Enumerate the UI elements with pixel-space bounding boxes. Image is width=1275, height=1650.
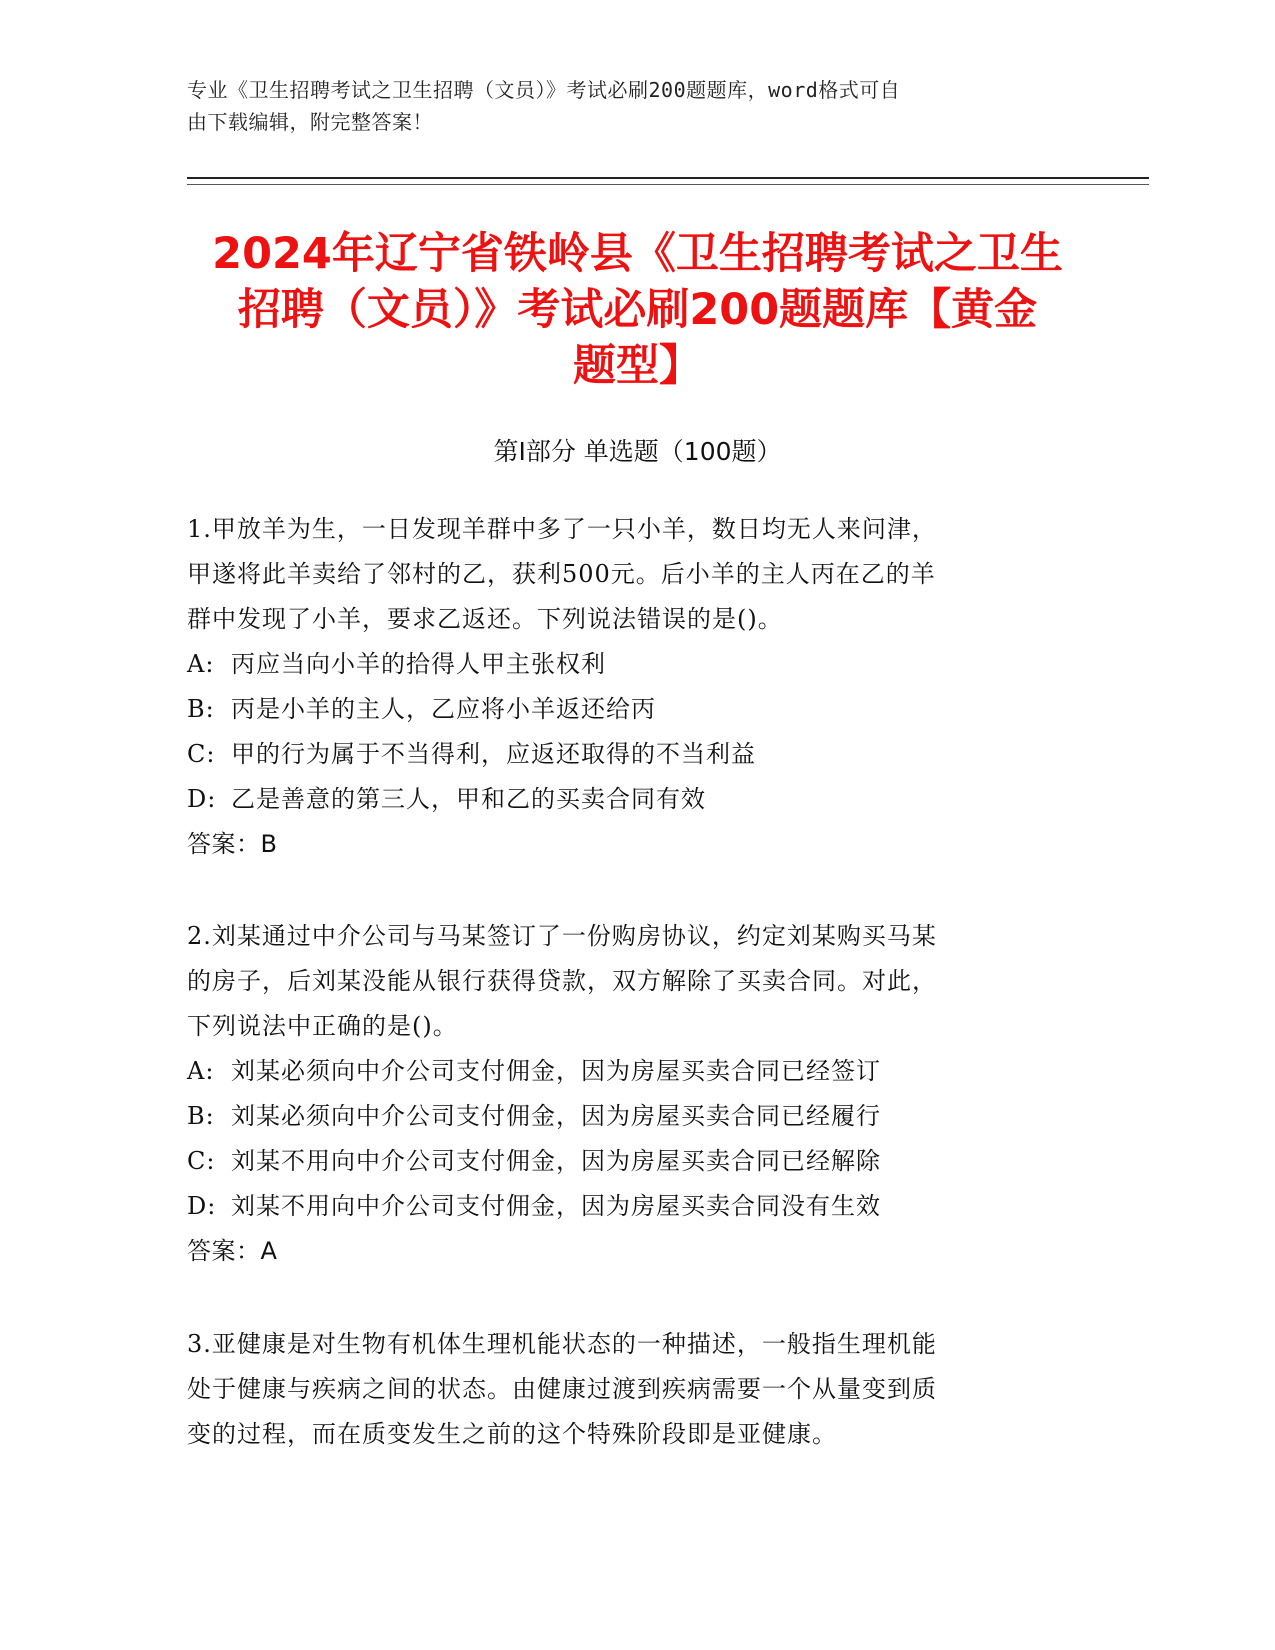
- header-note: [187, 74, 1067, 138]
- option-letter: D:: [187, 785, 217, 813]
- header-note-line: 专业《卫生招聘考试之卫生招聘（文员）》考试必刷200题题库，word格式可自: [187, 78, 901, 102]
- option-letter: C:: [187, 1147, 216, 1175]
- question-stem-line: 2.刘某通过中介公司与马某签订了一份购房协议，约定刘某购买马某: [187, 922, 937, 950]
- question-option: [187, 687, 1067, 732]
- question-option: [187, 1094, 1067, 1139]
- section-heading: 第Ⅰ部分 单选题（100题）: [493, 437, 782, 466]
- option-text: 乙是善意的第三人，甲和乙的买卖合同有效: [231, 785, 706, 813]
- document-title-line: 2024年辽宁省铁岭县《卫生招聘考试之卫生: [212, 229, 1063, 279]
- option-text: 刘某不用向中介公司支付佣金，因为房屋买卖合同已经解除: [231, 1147, 881, 1175]
- question-stem-line: 处于健康与疾病之间的状态。由健康过渡到疾病需要一个从量变到质: [187, 1375, 937, 1403]
- question-stem-line: 甲遂将此羊卖给了邻村的乙，获利500元。后小羊的主人丙在乙的羊: [187, 560, 936, 588]
- option-letter: D:: [187, 1192, 217, 1220]
- question-stem-line: 1.甲放羊为生，一日发现羊群中多了一只小羊，数日均无人来问津，: [187, 515, 937, 543]
- question-option: [187, 777, 1067, 822]
- question-answer: 答案：A: [187, 1237, 278, 1265]
- document-title-line: 题型】: [573, 341, 702, 391]
- question-stem-line: 下列说法中正确的是()。: [187, 1012, 458, 1040]
- header-divider: [187, 177, 1149, 179]
- question-option: [187, 1184, 1067, 1229]
- question-item: [187, 507, 1067, 867]
- question-option: [187, 1049, 1067, 1094]
- question-answer: 答案：B: [187, 830, 278, 858]
- option-text: 丙应当向小羊的拾得人甲主张权利: [231, 650, 606, 678]
- option-letter: A:: [187, 1057, 215, 1085]
- option-letter: C:: [187, 740, 216, 768]
- header-divider-thin: [187, 184, 1149, 185]
- option-text: 刘某不用向中介公司支付佣金，因为房屋买卖合同没有生效: [231, 1192, 881, 1220]
- question-item: [187, 914, 1067, 1274]
- question-stem-line: 3.亚健康是对生物有机体生理机能状态的一种描述，一般指生理机能: [187, 1330, 937, 1358]
- option-text: 丙是小羊的主人，乙应将小羊返还给丙: [231, 695, 656, 723]
- document-title-line: 招聘（文员）》考试必刷200题题库【黄金: [237, 285, 1038, 335]
- option-letter: A:: [187, 650, 215, 678]
- question-option: [187, 732, 1067, 777]
- question-stem-line: 群中发现了小羊，要求乙返还。下列说法错误的是()。: [187, 605, 783, 633]
- option-letter: B:: [187, 1102, 215, 1130]
- option-text: 甲的行为属于不当得利，应返还取得的不当利益: [231, 740, 756, 768]
- option-text: 刘某必须向中介公司支付佣金，因为房屋买卖合同已经履行: [231, 1102, 881, 1130]
- option-letter: B:: [187, 695, 215, 723]
- header-note-line: 由下载编辑，附完整答案！: [187, 110, 433, 134]
- question-stem-line: 变的过程，而在质变发生之前的这个特殊阶段即是亚健康。: [187, 1420, 837, 1448]
- option-text: 刘某必须向中介公司支付佣金，因为房屋买卖合同已经签订: [231, 1057, 881, 1085]
- question-item: [187, 1322, 1067, 1457]
- question-option: [187, 1139, 1067, 1184]
- question-stem-line: 的房子，后刘某没能从银行获得贷款，双方解除了买卖合同。对此，: [187, 967, 937, 995]
- question-option: [187, 642, 1067, 687]
- document-title: [150, 226, 1125, 394]
